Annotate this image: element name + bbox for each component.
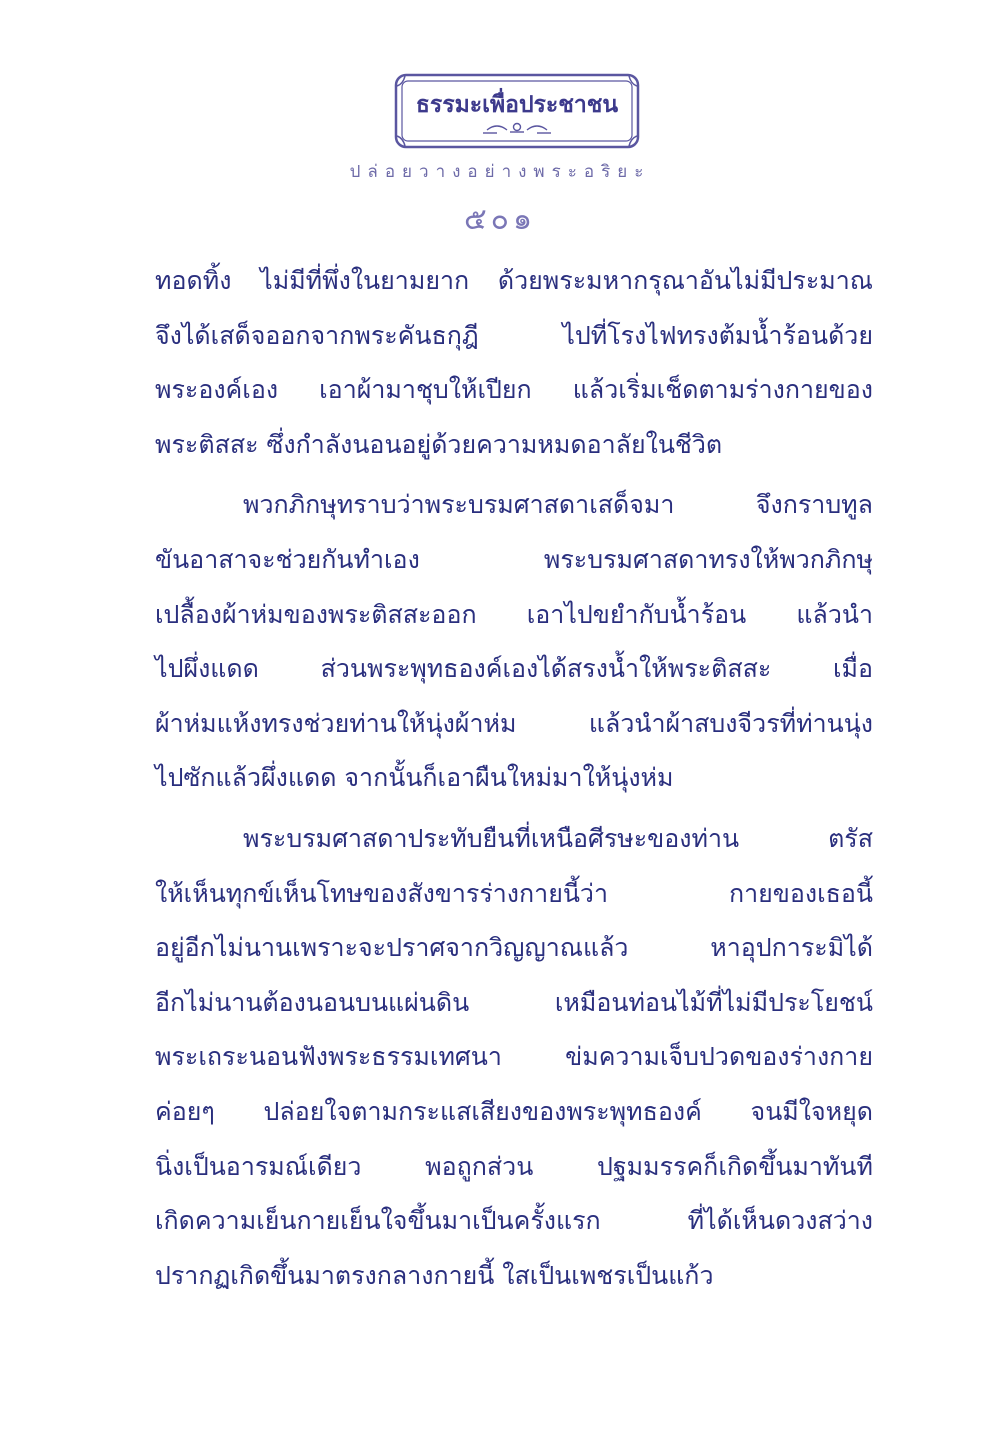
- text-line: ทอดทิ้ง ไม่มีที่พึ่งในยามยาก ด้วยพระมหากรุณาอันไม่มีประมาณ: [155, 266, 873, 295]
- paragraph-3: [155, 812, 873, 1303]
- text-line: ค่อยๆ ปล่อยใจตามกระแสเสียงของพระพุทธองค์ จนมีใจหยุด: [155, 1096, 873, 1126]
- publication-logo: [393, 72, 641, 150]
- body-text: [155, 254, 873, 1309]
- text-line: ให้เห็นทุกข์เห็นโทษของสังขารร่างกายนี้ว่า กายของเธอนี้: [155, 878, 873, 908]
- text-line: เกิดความเย็นกายเย็นใจขึ้นมาเป็นครั้งแรก ที่ได้เห็นดวงสว่าง: [155, 1206, 873, 1236]
- text-line: พระติสสะ ซึ่งกำลังนอนอยู่ด้วยความหมดอาลัยในชีวิต: [155, 429, 723, 459]
- page-number: ๕๐๑: [463, 202, 537, 237]
- text-line: อยู่อีกไม่นานเพราะจะปราศจากวิญญาณแล้ว หาอุปการะมิได้: [155, 933, 873, 963]
- text-line: พระบรมศาสดาประทับยืนที่เหนือศีรษะของท่าน ตรัส: [243, 823, 873, 853]
- book-title: ปล่อยวางอย่างพระอริยะ: [349, 162, 651, 182]
- text-line: อีกไม่นานต้องนอนบนแผ่นดิน เหมือนท่อนไม้ที่ไม่มีประโยชน์: [155, 987, 873, 1017]
- text-line: ไปผึ่งแดด ส่วนพระพุทธองค์เองได้สรงน้ำให้พระติสสะ เมื่อ: [155, 654, 873, 684]
- text-line: พระเถระนอนฟังพระธรรมเทศนา ข่มความเจ็บปวดของร่างกาย: [155, 1042, 873, 1072]
- text-line: เปลื้องผ้าห่มของพระติสสะออก เอาไปขยำกับน้ำร้อน แล้วนำ: [155, 599, 873, 629]
- text-line: พวกภิกษุทราบว่าพระบรมศาสดาเสด็จมา จึงกราบทูล: [243, 490, 873, 520]
- text-line: ขันอาสาจะช่วยกันทำเอง พระบรมศาสดาทรงให้พวกภิกษุ: [155, 544, 873, 574]
- paragraph-1: [155, 254, 873, 472]
- text-line: ผ้าห่มแห้งทรงช่วยท่านให้นุ่งผ้าห่ม แล้วนำผ้าสบงจีวรที่ท่านนุ่ง: [155, 708, 873, 738]
- text-line: ปรากฏเกิดขึ้นมาตรงกลางกายนี้ ใสเป็นเพชรเป็นแก้ว: [155, 1260, 714, 1290]
- paragraph-2: [155, 478, 873, 806]
- text-line: ไปซักแล้วผึ่งแดด จากนั้นก็เอาผืนใหม่มาให้นุ่งห่ม: [155, 763, 674, 793]
- text-line: พระองค์เอง เอาผ้ามาชุบให้เปียก แล้วเริ่มเช็ดตามร่างกายของ: [155, 375, 873, 405]
- logo-lettering: ธรรมะเพื่อประชาชน: [415, 92, 619, 118]
- text-line: จึงได้เสด็จออกจากพระคันธกุฎี ไปที่โรงไฟทรงต้มน้ำร้อนด้วย: [155, 320, 873, 350]
- text-line: นิ่งเป็นอารมณ์เดียว พอถูกส่วน ปฐมมรรคก็เกิดขึ้นมาทันที: [155, 1151, 873, 1181]
